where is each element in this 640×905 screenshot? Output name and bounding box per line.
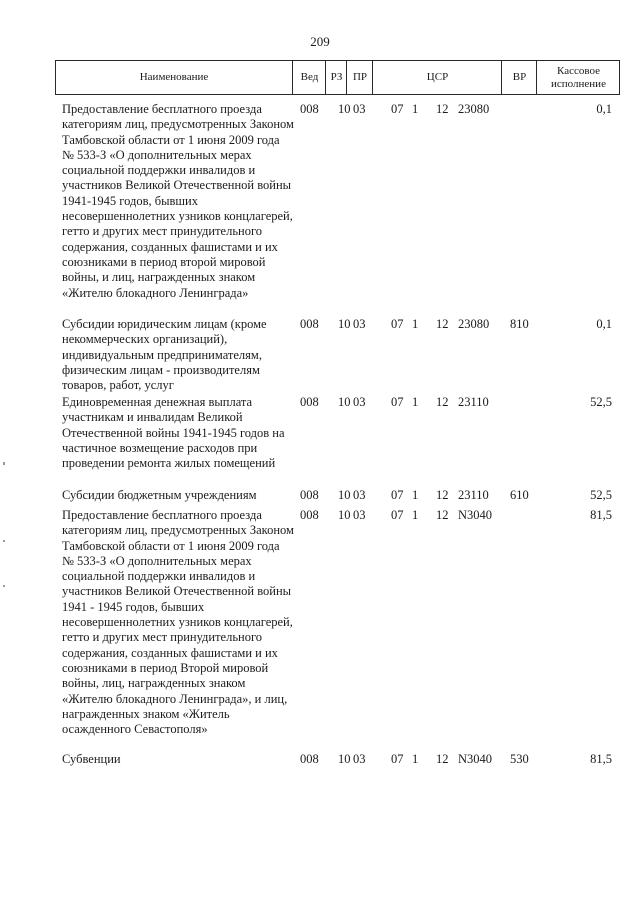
row-csr-program: 07 [391, 102, 404, 116]
row-csr-event: 12 [436, 102, 449, 116]
row-rz: 10 [338, 508, 351, 522]
row-csr-direction: 23080 [458, 317, 490, 331]
row-kassa: 52,5 [590, 488, 612, 502]
page-number: 209 [310, 34, 330, 49]
row-rz: 10 [338, 752, 351, 766]
row-csr-direction: N3040 [458, 508, 493, 522]
row-csr-subprogram: 1 [412, 488, 419, 502]
header-kassa: Кассовое исполнение [536, 61, 620, 94]
row-name: Предоставление бесплатного проезда категориям лиц, предусмотренных Законом Тамбовской области от 1 июня 2009 года № 533-З «О дополнительных мерах социальной поддержки инвалидов и участников Великой Отечественной войны 1941-1945 годов, бывших несовершеннолетних узников концлагерей, гетто и других мест принудительного содержания, созданных фашистами и их союзниками в период второй мировой войны, и лиц, награжденных знаком «Жителю блокадного Ленинграда» [62, 102, 294, 300]
row-ved: 008 [300, 395, 319, 409]
row-csr-event: 12 [436, 317, 449, 331]
row-vr: 610 [510, 488, 529, 502]
row-pr: 03 [353, 395, 366, 409]
row-csr-subprogram: 1 [412, 102, 419, 116]
row-name: Предоставление бесплатного проезда категориям лиц, предусмотренных Законом Тамбовской области от 1 июня 2009 года № 533-З «О дополнительных мерах социальной поддержки инвалидов и участников Великой Отечественной войны 1941 - 1945 годов, бывших несовершеннолетних узников концлагерей, гетто и других мест принудительного содержания, созданных фашистами и их союзниками в период Второй мировой войны, лиц, награжденных знаком «Жителю блокадного Ленинграда», и лиц, награжденных знаком «Житель осажденного Севастополя» [62, 508, 294, 737]
row-vr: 810 [510, 317, 529, 331]
scan-margin-mark [3, 462, 5, 465]
table-header [55, 60, 620, 95]
row-csr-direction: 23110 [458, 488, 489, 502]
row-ved: 008 [300, 488, 319, 502]
row-ved: 008 [300, 102, 319, 116]
row-kassa: 81,5 [590, 752, 612, 766]
row-vr: 530 [510, 752, 529, 766]
row-csr-event: 12 [436, 752, 449, 766]
row-ved: 008 [300, 752, 319, 766]
row-ved: 008 [300, 317, 319, 331]
row-csr-program: 07 [391, 752, 404, 766]
row-name: Субсидии юридическим лицам (кроме некоммерческих организаций), индивидуальным предпринимателям, физическим лицам - производителям товаров, работ, услуг [62, 317, 267, 393]
header-csr: ЦСР [372, 61, 502, 94]
header-name: Наименование [139, 71, 209, 83]
row-pr: 03 [353, 488, 366, 502]
row-rz: 10 [338, 102, 351, 116]
row-kassa: 52,5 [590, 395, 612, 409]
row-rz: 10 [338, 395, 351, 409]
row-rz: 10 [338, 488, 351, 502]
row-csr-program: 07 [391, 488, 404, 502]
header-ved: Вед [292, 61, 326, 94]
row-pr: 03 [353, 317, 366, 331]
row-csr-subprogram: 1 [412, 508, 419, 522]
row-csr-direction: N3040 [458, 752, 493, 766]
row-rz: 10 [338, 317, 351, 331]
row-kassa: 0,1 [596, 102, 612, 116]
row-pr: 03 [353, 752, 366, 766]
row-kassa: 81,5 [590, 508, 612, 522]
scan-margin-mark [3, 540, 5, 542]
row-name: Субсидии бюджетным учреждениям [62, 488, 257, 502]
row-csr-subprogram: 1 [412, 317, 419, 331]
row-pr: 03 [353, 102, 366, 116]
header-rz: РЗ [325, 61, 347, 94]
row-csr-event: 12 [436, 508, 449, 522]
header-vr: ВР [501, 61, 537, 94]
row-name: Единовременная денежная выплата участникам и инвалидам Великой Отечественной войны 1941-1945 годов на частичное возмещение расходов при проведении ремонта жилых помещений [62, 395, 285, 471]
row-csr-program: 07 [391, 395, 404, 409]
row-csr-subprogram: 1 [412, 752, 419, 766]
row-csr-subprogram: 1 [412, 395, 419, 409]
row-pr: 03 [353, 508, 366, 522]
row-csr-event: 12 [436, 488, 449, 502]
row-csr-program: 07 [391, 508, 404, 522]
row-name: Субвенции [62, 752, 121, 766]
row-csr-program: 07 [391, 317, 404, 331]
row-ved: 008 [300, 508, 319, 522]
row-kassa: 0,1 [596, 317, 612, 331]
scan-margin-mark [3, 585, 5, 587]
header-pr: ПР [346, 61, 373, 94]
row-csr-event: 12 [436, 395, 449, 409]
row-csr-direction: 23110 [458, 395, 489, 409]
row-csr-direction: 23080 [458, 102, 490, 116]
